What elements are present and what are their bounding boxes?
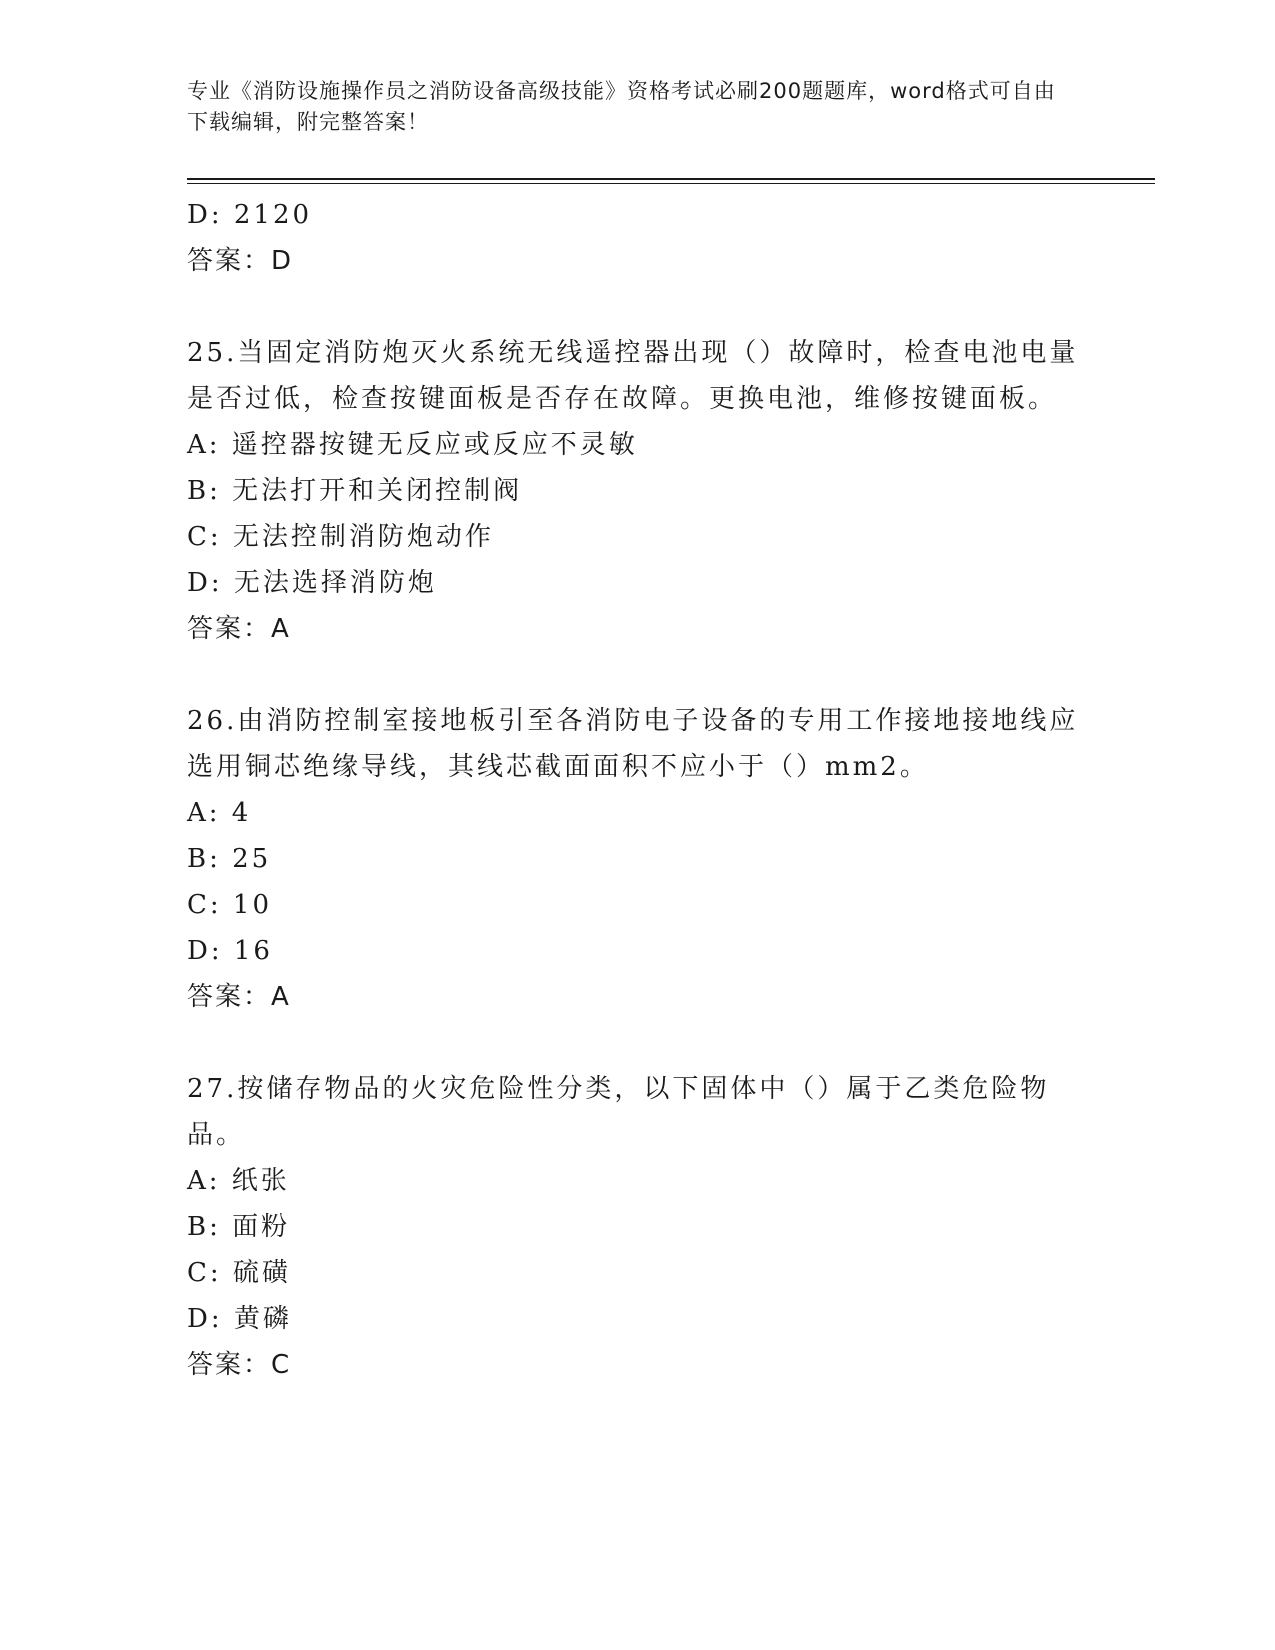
question-list: [187, 192, 1087, 1388]
page-header: 专业《消防设施操作员之消防设备高级技能》资格考试必刷200题题库，word格式可自由下载编辑，附完整答案！: [187, 79, 1056, 134]
option-c: C: 10: [187, 890, 273, 920]
option-a: A: 纸张: [187, 1166, 290, 1196]
question-text: 26.由消防控制室接地板引至各消防电子设备的专用工作接地接地线应选用铜芯绝缘导线，其线芯截面面积不应小于（）mm2。: [187, 706, 1079, 782]
question-block: [187, 698, 1087, 1020]
question-block: [187, 330, 1087, 652]
option-d: D: 无法选择消防炮: [187, 568, 437, 598]
option-b: B: 无法打开和关闭控制阀: [187, 476, 523, 506]
question-text: 27.按储存物品的火灾危险性分类，以下固体中（）属于乙类危险物品。: [187, 1074, 1050, 1150]
question-block: [187, 1066, 1087, 1388]
option-a: A: 遥控器按键无反应或反应不灵敏: [187, 430, 638, 460]
question-text: 25.当固定消防炮灭火系统无线遥控器出现（）故障时，检查电池电量是否过低，检查按键面板是否存在故障。更换电池，维修按键面板。: [187, 338, 1079, 414]
spacer: [187, 1020, 1087, 1066]
answer-line: 答案：A: [187, 982, 291, 1012]
option-d: D: 16: [187, 936, 273, 966]
option-c: C: 无法控制消防炮动作: [187, 522, 494, 552]
option-b: B: 面粉: [187, 1212, 291, 1242]
option-c: C: 硫磺: [187, 1258, 291, 1288]
header-divider-thin: [187, 183, 1155, 184]
answer-line: 答案：C: [187, 1350, 292, 1380]
spacer: [187, 284, 1087, 330]
spacer: [187, 652, 1087, 698]
answer-line: 答案：A: [187, 614, 291, 644]
answer-line: 答案：D: [187, 246, 294, 276]
header-divider: [187, 178, 1155, 180]
option-b: B: 25: [187, 844, 272, 874]
option-d: D: 黄磷: [187, 1304, 292, 1334]
option-a: A: 4: [187, 798, 252, 828]
option-d: D: 2120: [187, 200, 313, 230]
